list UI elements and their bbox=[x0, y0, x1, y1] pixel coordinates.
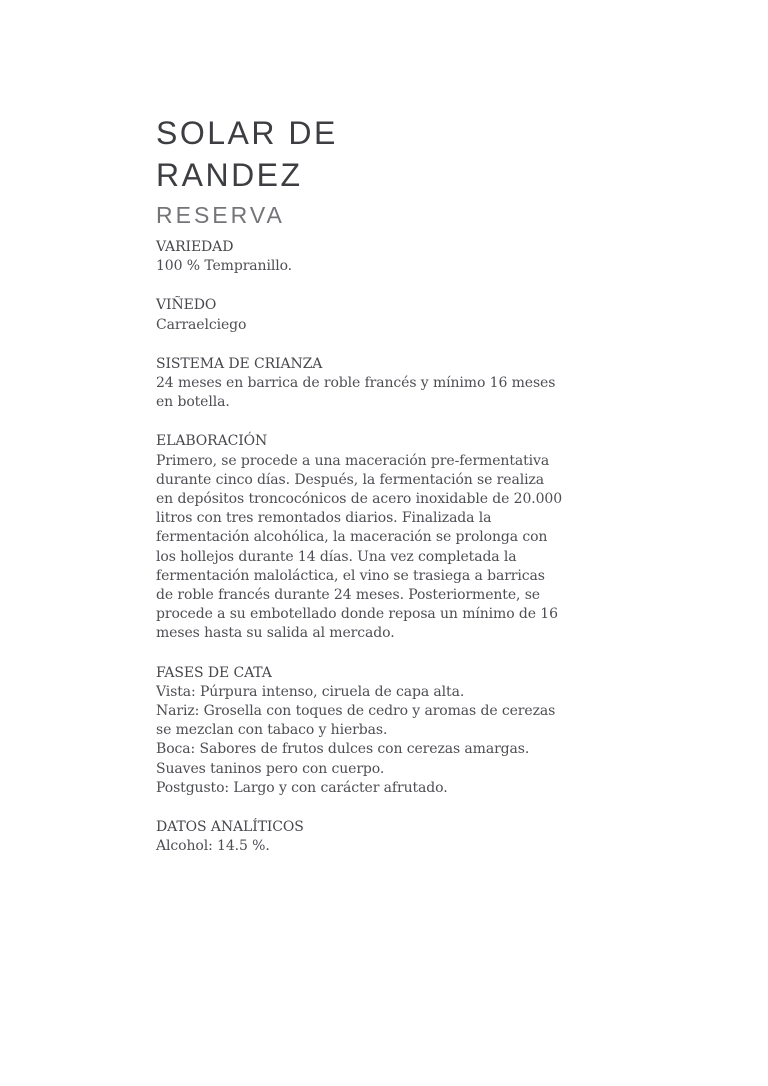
section-heading: FASES DE CATA bbox=[156, 664, 272, 681]
section-fases-de-cata bbox=[156, 664, 562, 798]
section-text-line: de roble francés durante 24 meses. Posteriormente, se bbox=[156, 587, 540, 604]
wine-name-line-1: SOLAR DE bbox=[156, 115, 338, 151]
section-heading: SISTEMA DE CRIANZA bbox=[156, 355, 323, 372]
section-text-line: Postgusto: Largo y con carácter afrutado. bbox=[156, 779, 448, 796]
section-sistema-de-crianza bbox=[156, 355, 562, 413]
spec-sections bbox=[156, 238, 562, 856]
section-text-line: Primero, se procede a una maceración pre-fermentativa bbox=[156, 452, 550, 469]
section-text-line: Vista: Púrpura intenso, ciruela de capa alta. bbox=[156, 683, 465, 700]
section-text-line: meses hasta su salida al mercado. bbox=[156, 625, 395, 642]
section-variedad bbox=[156, 238, 562, 276]
section-text-line: 100 % Tempranillo. bbox=[156, 258, 293, 275]
section-text-line: procede a su embotellado donde reposa un mínimo de 16 bbox=[156, 606, 558, 623]
section-text-line: en botella. bbox=[156, 394, 230, 411]
section-text-line: Alcohol: 14.5 %. bbox=[156, 838, 270, 855]
wine-name-line-2: RANDEZ bbox=[156, 157, 303, 193]
section-text-line: en depósitos troncocónicos de acero inoxidable de 20.000 bbox=[156, 491, 563, 508]
section-text-line: litros con tres remontados diarios. Finalizada la bbox=[156, 510, 492, 527]
section-text-line: Nariz: Grosella con toques de cedro y aromas de cerezas bbox=[156, 703, 556, 720]
wine-name bbox=[156, 112, 562, 196]
section-text-line: se mezclan con tabaco y hierbas. bbox=[156, 722, 388, 739]
section-text-line: 24 meses en barrica de roble francés y mínimo 16 meses bbox=[156, 375, 556, 392]
section-text-line: fermentación maloláctica, el vino se trasiega a barricas bbox=[156, 567, 545, 584]
section-text-line: Suaves taninos pero con cuerpo. bbox=[156, 760, 385, 777]
section-heading: DATOS ANALÍTICOS bbox=[156, 819, 304, 836]
section-text-line: durante cinco días. Después, la fermentación se realiza bbox=[156, 471, 544, 488]
section-text-line: Carraelciego bbox=[156, 316, 247, 333]
section-heading: VARIEDAD bbox=[156, 239, 234, 255]
section-text-line: Boca: Sabores de frutos dulces con cerezas amargas. bbox=[156, 741, 530, 758]
section-text-line: fermentación alcohólica, la maceración se prolonga con bbox=[156, 529, 548, 546]
content-column bbox=[156, 112, 562, 856]
section-datos-analiticos bbox=[156, 818, 562, 856]
section-heading: ELABORACIÓN bbox=[156, 433, 268, 450]
wine-designation: RESERVA bbox=[156, 202, 285, 228]
section-elaboracion bbox=[156, 432, 562, 643]
section-heading: VIÑEDO bbox=[156, 297, 217, 314]
section-vinedo bbox=[156, 296, 562, 334]
section-text-line: los hollejos durante 14 días. Una vez completada la bbox=[156, 548, 517, 565]
